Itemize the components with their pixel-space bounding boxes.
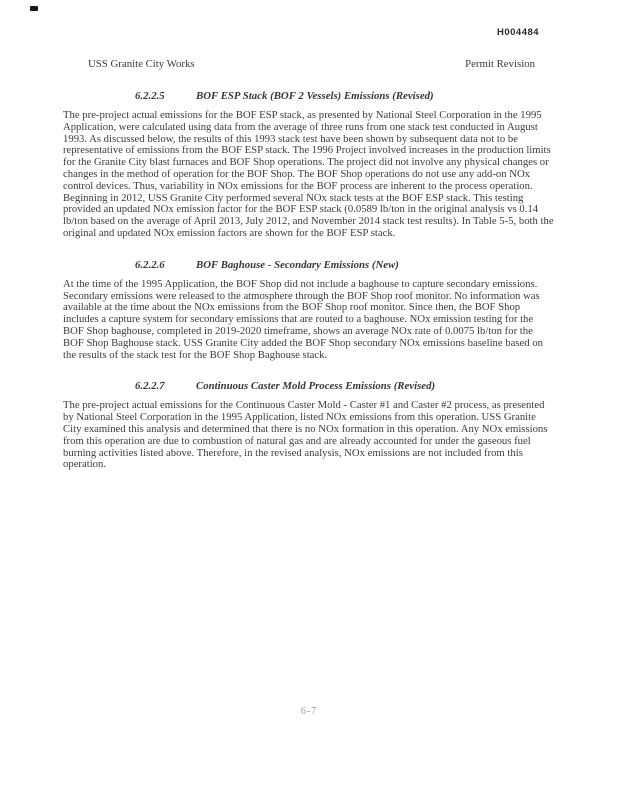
section-title: Continuous Caster Mold Process Emissions (Revised) xyxy=(196,380,436,393)
section-number: 6.2.2.5 xyxy=(135,90,165,102)
section-heading xyxy=(135,90,556,102)
section-title: BOF ESP Stack (BOF 2 Vessels) Emissions (Revised) xyxy=(196,90,434,102)
section-paragraph: The pre-project actual emissions for the Continuous Caster Mold - Caster #1 and Caster #2 process, as presented by National Steel Corporation in the 1995 Application, listed NOx emissions from this operation. USS Granite City examined this analysis and determined that there is no NOx formation in this operation. Any NOx emissions from this operation are due to combustion of natural gas and are already accounted for under the gaseous fuel burning activities listed above. Therefore, in the revised analysis, NOx emissions are not included from this operation. xyxy=(63,399,548,471)
section-6-2-2-7 xyxy=(63,380,556,471)
section-number: 6.2.2.7 xyxy=(135,380,165,393)
section-paragraph: The pre-project actual emissions for the BOF ESP stack, as presented by National Steel Corporation in the 1995 Application, were calculated using data from the average of three runs from one stack test conducted in August 1993. As discussed below, the results of this 1993 stack test have been shown by subsequent data not to be representative of emissions from the BOF ESP stack. The 1996 Project involved increases in the production limits for the Granite City blast furnaces and BOF Shop operations. The project did not involve any physical changes or changes in the method of operation for the BOF Shop. The BOF Shop operations do not use any add-on NOx control devices. Thus, variability in NOx emissions for the BOF process are inherent to the process operation. Beginning in 2012, USS Granite City performed several NOx stack tests at the BOF ESP stack. This testing provided an updated NOx emission factor for the BOF ESP stack (0.0589 lb/ton in the original analysis vs 0.14 lb/ton based on the average of April 2013, July 2012, and November 2014 stack test results). In Table 5-5, both the original and updated NOx emission factors are shown for the BOF ESP stack. xyxy=(63,109,554,239)
header-document-type: Permit Revision xyxy=(465,58,535,70)
page-number: 6-7 xyxy=(300,706,318,717)
section-number: 6.2.2.6 xyxy=(135,258,165,271)
header-document-title: USS Granite City Works xyxy=(88,58,195,70)
scan-artifact-speck xyxy=(30,6,38,11)
section-paragraph: At the time of the 1995 Application, the BOF Shop did not include a baghouse to capture secondary emissions. Secondary emissions were released to the atmosphere through the BOF Shop roof monitor. No information was available at the time about the NOx emissions from the BOF Shop roof monitor. Since then, the BOF Shop includes a capture system for secondary emissions that are routed to a baghouse. NOx emission testing for the BOF Shop baghouse, completed in 2019-2020 timeframe, shows an average NOx rate of 0.0075 lb/ton for the BOF Shop Baghouse stack. USS Granite City added the BOF Shop secondary NOx emissions baseline based on the results of the stack test for the BOF Shop Baghouse stack. xyxy=(63,277,544,361)
section-6-2-2-5 xyxy=(63,90,556,240)
section-heading xyxy=(135,259,556,271)
bates-stamp: H004484 xyxy=(497,27,540,38)
page-header xyxy=(88,58,535,70)
section-title: BOF Baghouse - Secondary Emissions (New) xyxy=(196,258,399,271)
page-body xyxy=(63,90,556,490)
section-6-2-2-6 xyxy=(63,259,556,362)
section-heading xyxy=(135,380,556,392)
